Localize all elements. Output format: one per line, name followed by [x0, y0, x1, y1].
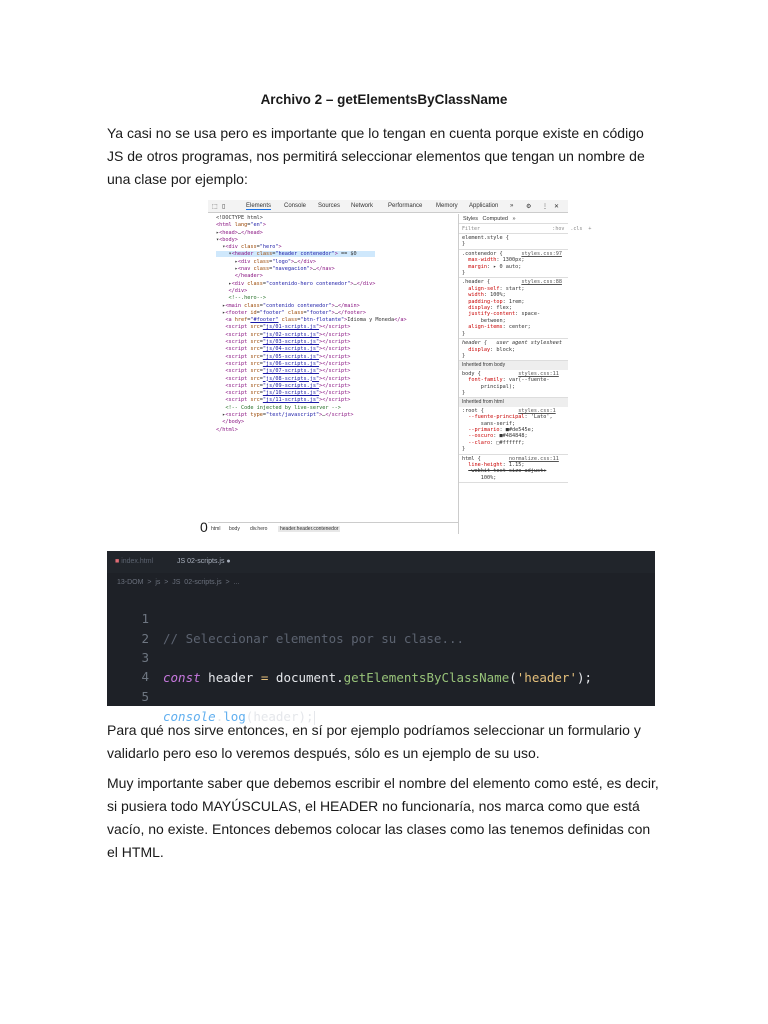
gear-icon[interactable]: ⚙	[526, 204, 532, 210]
style-rule: html { normalize.css:11 line-height: 1.15; -webkit-text-size-adjust: 100%;	[459, 455, 568, 484]
tab-scripts-js[interactable]: JS 02-scripts.js ●	[177, 558, 231, 565]
crumb-div-hero[interactable]: div.hero	[250, 526, 268, 532]
dom-tree[interactable]: <!DOCTYPE html> <html lang="en"> ▸<head>…</head> ▾<body> ▾<div class="hero"> ▾<header class="header contenedor"> == $0 ▸<div class="logo">…</div> ▸<nav class="navegacion">…</nav> </header> ▸<div class="contenido-hero contenedor">…</div> </div> <!--.hero--> ▸<main class="contenido contenedor">…</main> ▸<footer id="footer" class="footer">…</footer> <a href="#footer" class="btn-flotante">Idioma y Moneda</a> <script src="js/01-scripts.js"></script> <script src="js/02-scripts.js"></script> <script src="js/03-scripts.js"></script> <script src="js/04-scripts.js"></script> <script src="js/05-scripts.js"></script> <script src="js/06-scripts.js"></script> <script src="js/07-scripts.js"></script> <script src="js/08-scripts.js"></script> <script src="js/09-scripts.js"></script> <script src="js/10-scripts.js"></script> <script src="js/11-scripts.js"></script> <!-- Code injected by live-server --> ▸<script type="text/javascript">…</script> </body> </html>	[216, 215, 407, 433]
kebab-icon[interactable]: ⋮	[542, 204, 548, 210]
style-rule: .header { styles.css:88 align-self: start; width: 100%; padding-top: 1rem; display: flex; justify-content: space- between; align-items: center; }	[459, 278, 568, 339]
style-rule: element.style { }	[459, 234, 568, 250]
code-line[interactable]: 1 // Seleccionar elementos por su clase...	[141, 611, 465, 646]
style-rule: header { user agent stylesheet display: block; }	[459, 339, 568, 361]
tab-performance[interactable]: Performance	[388, 203, 423, 209]
tab-application[interactable]: Application	[469, 203, 499, 209]
code-editor-screenshot	[107, 551, 655, 724]
style-rule: body { styles.css:11 font-family: var(--fuente- principal); }	[459, 370, 568, 399]
device-icon[interactable]: ▯	[222, 204, 226, 210]
stray-character: 0	[200, 519, 208, 535]
code-line[interactable]: 4	[141, 669, 149, 684]
tab-index-html[interactable]: ■ index.html	[115, 558, 154, 565]
html-file-icon: ■	[115, 558, 122, 565]
devtools-screenshot	[208, 200, 592, 534]
style-rule: :root { styles.css:1 --fuente-principal: 'Lato', sans-serif; --primario: ■#de545e; --oscuro: ■#484848; --claro: □#ffffff; }	[459, 407, 568, 455]
style-rule: .contenedor { styles.css:97 max-width: 1300px; margin: ▸ 0 auto; }	[459, 250, 568, 279]
document-title: Archivo 2 – getElementsByClassName	[260, 92, 508, 107]
code-line[interactable]: 2	[141, 631, 149, 646]
tab-elements[interactable]: Elements	[246, 203, 272, 209]
crumb-header[interactable]: header.header.contenedor	[280, 526, 339, 532]
editor-tab-bar	[107, 551, 655, 573]
tab-network[interactable]: Network	[351, 203, 374, 209]
devtools-toolbar	[208, 200, 568, 213]
tab-sources[interactable]: Sources	[318, 203, 341, 209]
tab-more[interactable]: »	[510, 203, 514, 209]
styles-pane[interactable]	[458, 214, 592, 534]
inherited-body-label: Inherited from body	[459, 361, 568, 369]
styles-tabs[interactable]: Styles Computed »	[459, 214, 568, 224]
tab-memory[interactable]: Memory	[436, 203, 458, 209]
tab-console[interactable]: Console	[284, 203, 307, 209]
inspect-icon[interactable]: ⬚	[212, 204, 218, 210]
case-sensitivity-paragraph: Muy importante saber que debemos escribir el nombre del elemento como esté, es decir, si pusiera todo MAYÚSCULAS, el HEADER no funcionaría, nos marca como que está vacío, no existe. Entonces debemos colocar las clases como las tenemos definidas con el HTML.	[107, 775, 659, 860]
code-line[interactable]: 5 console.log(header);	[141, 689, 314, 724]
intro-paragraph: Ya casi no se usa pero es importante que lo tengan en cuenta porque existe en código JS de otros programas, nos permitirá seleccionar elementos que tengan un nombre de una clase por ejemplo:	[107, 125, 645, 187]
editor-breadcrumb: 13-DOM > js > JS 02-scripts.js > ...	[117, 579, 240, 586]
styles-filter-input[interactable]: Filter :hov .cls +	[459, 224, 568, 234]
close-icon[interactable]: ✕	[554, 204, 560, 210]
dom-breadcrumb	[208, 522, 458, 534]
crumb-html[interactable]: html	[211, 526, 221, 532]
code-line[interactable]: 3 const header = document.getElementsByClassName('header');	[141, 650, 593, 685]
usage-paragraph: Para qué nos sirve entonces, en sí por ejemplo podríamos seleccionar un formulario y validarlo pero eso lo veremos después, sólo es un ejemplo de su uso.	[107, 722, 641, 761]
inherited-html-label: Inherited from html	[459, 398, 568, 406]
crumb-body[interactable]: body	[229, 526, 240, 532]
